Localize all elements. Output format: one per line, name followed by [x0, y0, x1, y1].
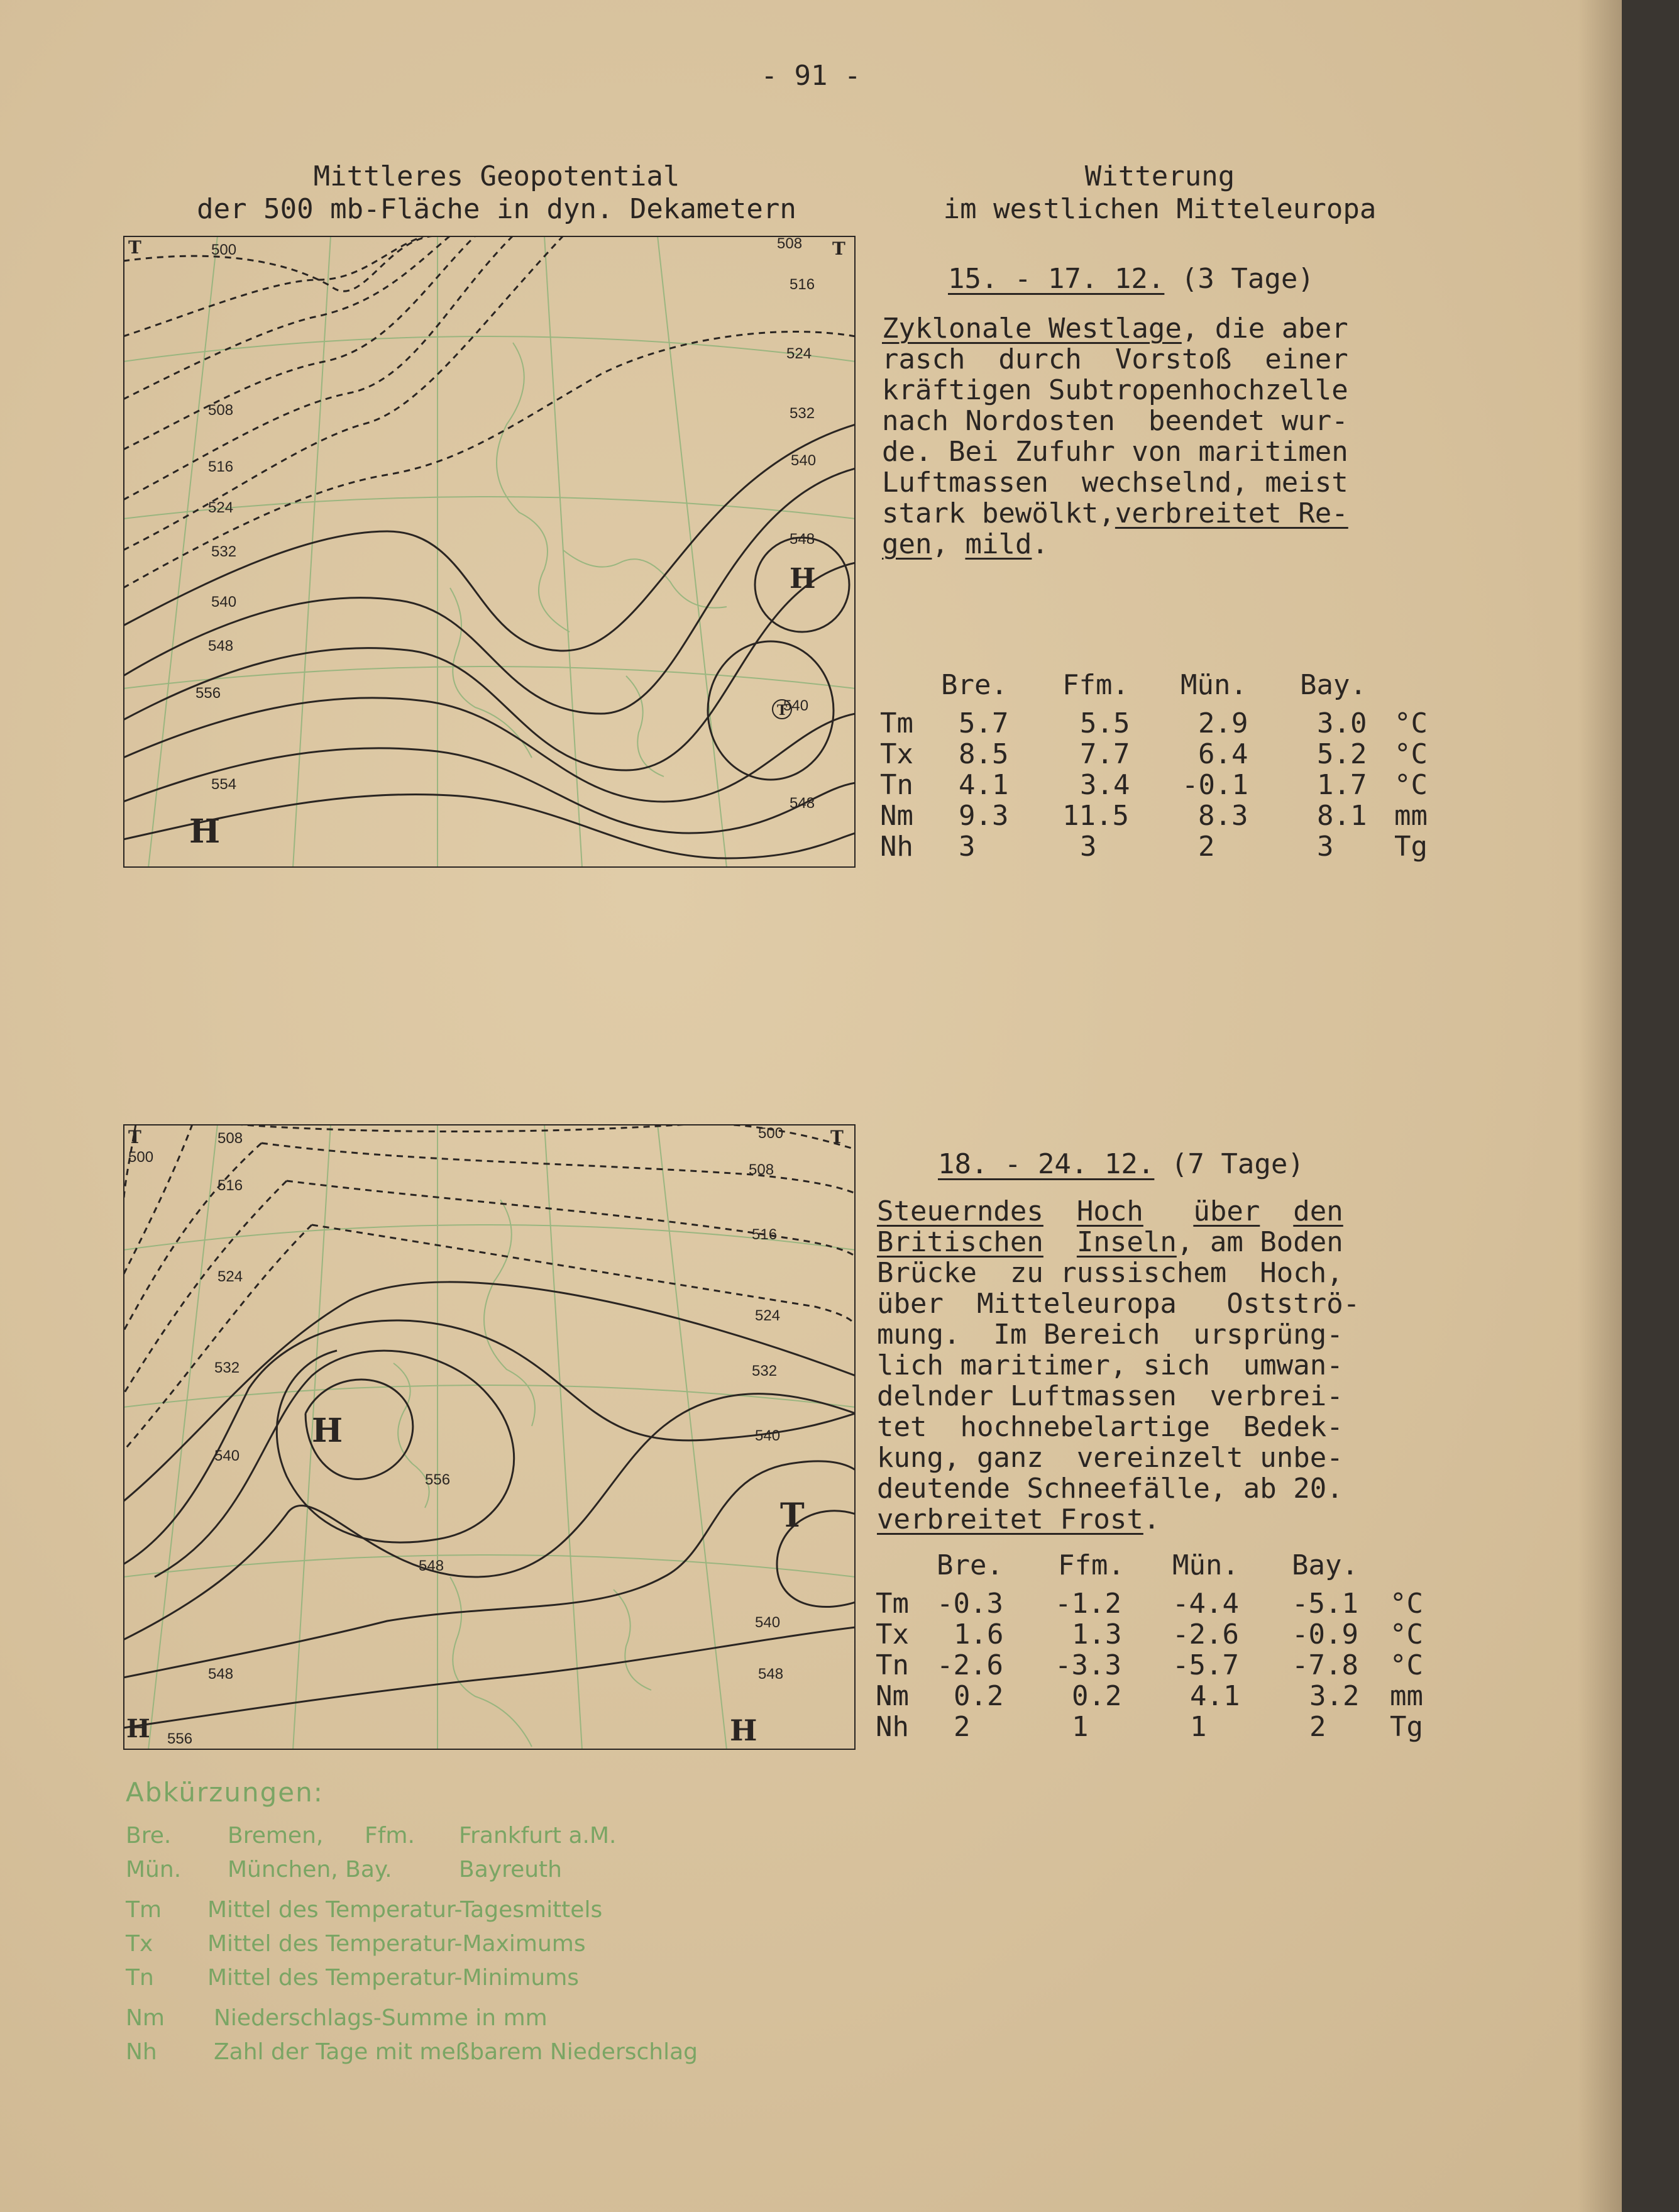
- abbreviations-legend: [126, 1777, 849, 2073]
- row-label: Nh: [880, 831, 913, 863]
- cell: -0.3: [937, 1588, 1003, 1620]
- contour-label: 500: [758, 1125, 784, 1142]
- contour-label: 554: [211, 776, 237, 793]
- text-line: tet hochnebelartige Bedek-: [877, 1411, 1343, 1443]
- row-label: Tn: [876, 1649, 909, 1681]
- abbreviation-code: Tn: [126, 1965, 154, 1991]
- unit: mm: [1390, 1680, 1423, 1712]
- abbreviation-code: Tm: [126, 1897, 162, 1923]
- contour-label: 508: [749, 1161, 774, 1178]
- column-header: Bre.: [941, 669, 1008, 701]
- abbreviation-meaning: Mittel des Temperatur-Maximums: [207, 1931, 586, 1957]
- row-label: Tn: [880, 769, 913, 801]
- page-number: - 91 -: [761, 60, 861, 92]
- contour-label: 508: [208, 402, 234, 419]
- contour-label: 516: [752, 1226, 778, 1243]
- low-symbol: T: [832, 238, 845, 259]
- contour-label: 500: [211, 241, 237, 258]
- table-row: [880, 770, 1446, 800]
- low-symbol: T: [780, 1496, 805, 1535]
- text-line: stark bewölkt,verbreitet Re-: [882, 497, 1348, 529]
- period2-description: [877, 1196, 1443, 1535]
- cell: 3: [1317, 831, 1334, 863]
- column-header: Ffm.: [1062, 669, 1129, 701]
- text-line: deutende Schneefälle, ab 20.: [877, 1473, 1343, 1505]
- text-line: Zyklonale Westlage, die aber: [882, 312, 1348, 345]
- unit: Tg: [1390, 1711, 1423, 1743]
- cell: 8.5: [959, 738, 1009, 770]
- row-label: Tx: [880, 738, 913, 770]
- abbreviation-meaning: München, Bay.: [228, 1857, 392, 1883]
- book-spine: [1622, 0, 1679, 2212]
- row-label: Tm: [876, 1588, 909, 1620]
- text-line: Brücke zu russischem Hoch,: [877, 1257, 1343, 1289]
- underlined-word: Inseln: [1076, 1226, 1177, 1258]
- low-center-symbol: T: [777, 702, 788, 719]
- cell: -7.8: [1292, 1649, 1358, 1681]
- text-line: mung. Im Bereich ursprüng-: [877, 1319, 1343, 1351]
- cell: 4.1: [1190, 1680, 1240, 1712]
- abbreviation-code: Bre.: [126, 1823, 172, 1849]
- table-row: [880, 800, 1446, 831]
- contour-label: 556: [167, 1730, 193, 1747]
- cell: -4.4: [1172, 1588, 1239, 1620]
- table-row: [880, 708, 1446, 739]
- contour-label: 548: [758, 1666, 784, 1683]
- map-title-line1: Mittleres Geopotential: [313, 160, 680, 192]
- map1-labels: [195, 236, 816, 812]
- abbreviation-meaning: Zahl der Tage mit meßbarem Niederschlag: [214, 2039, 698, 2065]
- abbreviation-row: [126, 1897, 849, 1931]
- column-header: Bre.: [937, 1549, 1003, 1581]
- map2-svg: [123, 1124, 856, 1750]
- high-symbol: H: [730, 1713, 757, 1747]
- geopotential-map-2: [123, 1124, 856, 1750]
- text-line: kräftigen Subtropenhochzelle: [882, 374, 1348, 406]
- contour-label: 508: [777, 236, 803, 252]
- contour-label: 508: [217, 1130, 243, 1147]
- text-line: gen, mild.: [882, 528, 1049, 560]
- column-header: Ffm.: [1058, 1549, 1125, 1581]
- contour-label: 540: [755, 1427, 781, 1444]
- map-section-title: [126, 160, 867, 226]
- contour-label: 524: [217, 1268, 243, 1285]
- column-header: Bay.: [1292, 1549, 1358, 1581]
- table-row: [880, 831, 1446, 862]
- abbreviation-meaning: Bremen,: [228, 1823, 324, 1849]
- contour-label: 516: [208, 458, 234, 475]
- table-row: [876, 1588, 1441, 1619]
- high-symbol: H: [312, 1412, 343, 1450]
- text-line: rasch durch Vorstoß einer: [882, 343, 1348, 375]
- underlined-phrase: gen: [882, 528, 932, 560]
- map-title-line2: der 500 mb-Fläche in dyn. Dekametern: [197, 193, 796, 225]
- cell: 1: [1190, 1711, 1207, 1743]
- underlined-word: über: [1193, 1195, 1260, 1227]
- abbreviation-meaning: Mittel des Temperatur-Minimums: [207, 1965, 580, 1991]
- contour-label: 540: [211, 594, 237, 611]
- period1-duration: (3 Tage): [1181, 263, 1314, 295]
- abbreviation-row: [126, 1931, 849, 1965]
- weather-title-line2: im westlichen Mitteleuropa: [943, 193, 1377, 225]
- cell: -0.1: [1182, 769, 1248, 801]
- text-line: Luftmassen wechselnd, meist: [882, 467, 1348, 499]
- cell: -5.7: [1172, 1649, 1239, 1681]
- cell: 3.0: [1317, 707, 1367, 739]
- cell: 0.2: [1072, 1680, 1122, 1712]
- abbreviation-code: Mün.: [126, 1857, 182, 1883]
- underlined-word: Britischen: [877, 1226, 1043, 1258]
- text-line: lich maritimer, sich umwan-: [877, 1349, 1343, 1381]
- text-line: kung, ganz vereinzelt unbe-: [877, 1442, 1343, 1474]
- abbreviation-meaning: Bayreuth: [459, 1857, 562, 1883]
- abbreviation-row: [126, 1965, 849, 1999]
- cell: 8.3: [1198, 800, 1248, 832]
- contour-label: 500: [128, 1149, 154, 1166]
- cell: 5.5: [1080, 707, 1130, 739]
- table-header: [880, 670, 1446, 700]
- weather-title-line1: Witterung: [1084, 160, 1235, 192]
- cell: 1.3: [1072, 1618, 1122, 1651]
- underlined-phrase: verbreitet Re-: [1115, 497, 1348, 529]
- underlined-phrase: Zyklonale Westlage: [882, 312, 1182, 345]
- low-symbol: T: [128, 237, 141, 258]
- cell: 0.2: [954, 1680, 1004, 1712]
- cell: 11.5: [1062, 800, 1129, 832]
- cell: 2.9: [1198, 707, 1248, 739]
- row-label: Nh: [876, 1711, 909, 1743]
- weather-section-title: [893, 160, 1427, 226]
- period2-duration: (7 Tage): [1170, 1148, 1304, 1180]
- unit: °C: [1394, 707, 1428, 739]
- cell: 6.4: [1198, 738, 1248, 770]
- cell: -3.3: [1055, 1649, 1121, 1681]
- cell: 5.7: [959, 707, 1009, 739]
- table-row: [876, 1681, 1441, 1712]
- cell: 3: [1080, 831, 1097, 863]
- period1-dates: 15. - 17. 12.: [948, 263, 1165, 295]
- period1-heading: [948, 263, 1314, 295]
- unit: °C: [1390, 1649, 1423, 1681]
- underlined-word: Hoch: [1076, 1195, 1143, 1227]
- contour-label: 540: [791, 452, 817, 469]
- unit: mm: [1394, 800, 1428, 832]
- unit: °C: [1394, 769, 1428, 801]
- contour-label: 548: [208, 1666, 234, 1683]
- abbreviation-meaning: Frankfurt a.M.: [459, 1823, 617, 1849]
- row-label: Nm: [880, 800, 913, 832]
- table-row: [880, 739, 1446, 770]
- cell: 1.6: [954, 1618, 1004, 1651]
- text-line: verbreitet Frost.: [877, 1503, 1160, 1535]
- column-header: Bay.: [1300, 669, 1367, 701]
- abbreviation-code: Tx: [126, 1931, 153, 1957]
- cell: 3.2: [1309, 1680, 1360, 1712]
- contour-label: 556: [425, 1471, 451, 1488]
- contour-label: 556: [195, 685, 221, 702]
- row-label: Tx: [876, 1618, 909, 1651]
- underlined-phrase: verbreitet Frost: [877, 1503, 1143, 1535]
- high-symbol: H: [126, 1714, 150, 1744]
- contour-label: 524: [786, 345, 812, 362]
- underlined-word: Steuerndes: [877, 1195, 1043, 1227]
- low-symbol: T: [128, 1127, 141, 1147]
- unit: °C: [1390, 1588, 1423, 1620]
- contour-label: 532: [211, 543, 237, 560]
- table-row: [876, 1619, 1441, 1650]
- map1-svg: [123, 236, 856, 868]
- period2-heading: [938, 1148, 1304, 1180]
- cell: 2: [1309, 1711, 1326, 1743]
- cell: -2.6: [1172, 1618, 1239, 1651]
- table-row: [876, 1650, 1441, 1681]
- abbreviation-row: [126, 1857, 849, 1891]
- cell: 2: [954, 1711, 971, 1743]
- contour-label: 540: [783, 697, 809, 714]
- unit: Tg: [1394, 831, 1428, 863]
- contour-label: 532: [752, 1363, 778, 1380]
- contour-label: 548: [419, 1557, 444, 1574]
- abbreviation-row: [126, 2005, 849, 2039]
- cell: -2.6: [937, 1649, 1003, 1681]
- cell: 1: [1072, 1711, 1089, 1743]
- table-header: [876, 1550, 1441, 1581]
- cell: -1.2: [1055, 1588, 1121, 1620]
- contour-label: 540: [214, 1447, 240, 1464]
- text-line: [877, 1196, 1443, 1227]
- table-row: [876, 1712, 1441, 1742]
- text-line: de. Bei Zufuhr von maritimen: [882, 436, 1348, 468]
- high-symbol: H: [189, 812, 221, 851]
- unit: °C: [1394, 738, 1428, 770]
- page-edge-shadow: [1578, 0, 1622, 2212]
- map2-contours: [123, 1124, 856, 1728]
- cell: 1.7: [1317, 769, 1367, 801]
- abbreviations-heading: Abkürzungen:: [126, 1777, 324, 1808]
- cell: -0.9: [1292, 1618, 1358, 1651]
- contour-label: 548: [790, 531, 815, 548]
- abbreviation-code: Nh: [126, 2039, 157, 2065]
- cell: 7.7: [1080, 738, 1130, 770]
- unit: °C: [1390, 1618, 1423, 1651]
- cell: 8.1: [1317, 800, 1367, 832]
- low-symbol: T: [830, 1127, 844, 1147]
- cell: 3: [959, 831, 976, 863]
- cell: 3.4: [1080, 769, 1130, 801]
- text-line: delnder Luftmassen verbrei-: [877, 1380, 1343, 1412]
- cell: 5.2: [1317, 738, 1367, 770]
- abbreviation-meaning: Mittel des Temperatur-Tagesmittels: [207, 1897, 603, 1923]
- text-line: über Mitteleuropa Ostströ-: [877, 1288, 1360, 1320]
- contour-label: 524: [208, 499, 234, 516]
- cell: 9.3: [959, 800, 1009, 832]
- abbreviation-meaning: Niederschlags-Summe in mm: [214, 2005, 548, 2031]
- contour-label: 516: [790, 276, 815, 293]
- abbreviation-row: [126, 1823, 849, 1857]
- row-label: Nm: [876, 1680, 909, 1712]
- underlined-word: den: [1293, 1195, 1343, 1227]
- period1-table: [880, 670, 1446, 862]
- period2-table: [876, 1550, 1441, 1742]
- underlined-phrase: mild: [965, 528, 1032, 560]
- text-line: nach Nordosten beendet wur-: [882, 405, 1348, 437]
- cell: 4.1: [959, 769, 1009, 801]
- contour-label: 540: [755, 1614, 781, 1631]
- abbreviation-code: Ffm.: [365, 1823, 415, 1849]
- cell: 2: [1198, 831, 1215, 863]
- period1-description: [882, 313, 1448, 560]
- row-label: Tm: [880, 707, 913, 739]
- abbreviation-code: Nm: [126, 2005, 165, 2031]
- contour-label: 532: [790, 405, 815, 422]
- geopotential-map-1: [123, 236, 856, 868]
- contour-label: 548: [208, 638, 234, 655]
- period2-dates: 18. - 24. 12.: [938, 1148, 1155, 1180]
- map2-labels: [128, 1125, 783, 1747]
- contour-label: 532: [214, 1359, 240, 1376]
- abbreviation-row: [126, 2039, 849, 2073]
- text-line: Britischen Inseln, am Boden: [877, 1226, 1343, 1258]
- contour-label: 548: [790, 795, 815, 812]
- contour-label: 524: [755, 1307, 781, 1324]
- high-symbol: H: [790, 563, 816, 595]
- column-header: Mün.: [1172, 1549, 1239, 1581]
- contour-label: 516: [217, 1177, 243, 1194]
- column-header: Mün.: [1181, 669, 1247, 701]
- cell: -5.1: [1292, 1588, 1358, 1620]
